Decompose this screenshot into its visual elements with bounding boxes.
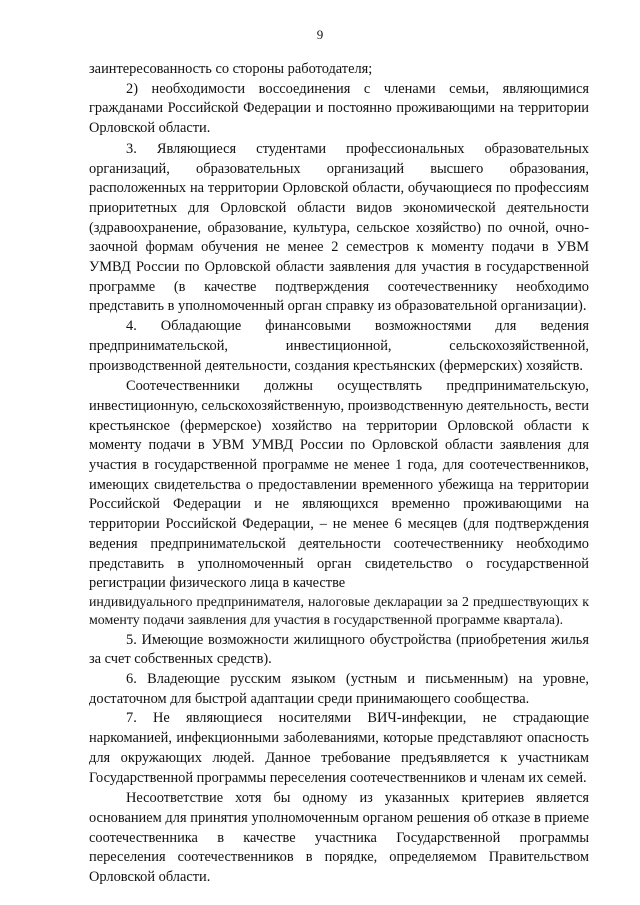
document-body [89,60,589,888]
page-number: 9 [316,27,324,42]
paragraph-item-6-language: 6. Владеющие русским языком (устным и письменным) на уровне, достаточном для быстрой адаптации среди принимающего сообщества. [89,670,589,707]
paragraph-compatriots-business: Соотечественники должны осуществлять предпринимательскую, инвестиционную, сельскохозяйственную, производственную деятельность, вести крестьянское (фермерское) хозяйство на территории Орловской области к моменту подачи в УВМ УМВД России по Орловской области заявления для участия в государственной программе не менее 1 года, для соотечественников, имеющих свидетельства о предоставлении временного убежища на территории Российской Федерации и не являющихся временно проживающими на территории Российской Федерации, – не менее 6 месяцев (для подтверждения ведения предпринимательской деятельности соотечественнику необходимо представить в уполномоченный орган свидетельство о государственной регистрации физического лица в качестве [89,378,589,592]
paragraph-item-4-financial: 4. Обладающие финансовыми возможностями для ведения предпринимательской, инвестиционной, сельскохозяйственной, производственной деятельности, создания крестьянских (фермерских) хозяйств. [89,318,589,374]
paragraph-item-7-health: 7. Не являющиеся носителями ВИЧ-инфекции, не страдающие наркоманией, инфекционными заболеваниями, которые представляют опасность для окружающих людей. Данное требование предъявляется к участникам Государственной программы переселения соотечественников и членам их семей. [89,710,589,786]
paragraph-family-reunification: 2) необходимости воссоединения с членами семьи, являющимися гражданами Российской Федерации и постоянно проживающими на территории Орловской области. [89,80,589,137]
paragraph-item-5-housing: 5. Имеющие возможности жилищного обустройства (приобретения жилья за счет собственных средств). [89,631,589,668]
paragraph-continuation: заинтересованность со стороны работодателя; [89,61,373,77]
paragraph-noncompliance: Несоответствие хотя бы одному из указанных критериев является основанием для принятия уполномоченным органом решения об отказе в приеме соотечественника в качестве участника Государственной программы переселения соотечественников в порядке, определяемом Правительством Орловской области. [89,790,589,886]
paragraph-item-3-students: 3. Являющиеся студентами профессиональных образовательных организаций, образовательных организаций высшего образования, расположенных на территории Орловской области, обучающиеся по профессиям приоритетных для Орловской области видов экономической деятельности (здравоохранение, образование, культура, сельское хозяйство) по очной, очно-заочной формам обучения не менее 2 семестров к моменту подачи в УВМ УМВД России по Орловской области заявления для участия в государственной программе (в качестве подтверждения соотечественнику необходимо представить в уполномоченный орган справку из образовательной организации). [89,140,589,315]
paragraph-entrepreneur-note: индивидуального предпринимателя, налоговые декларации за 2 предшествующих к моменту подачи заявления для участия в государственной программе квартала). [89,594,589,629]
